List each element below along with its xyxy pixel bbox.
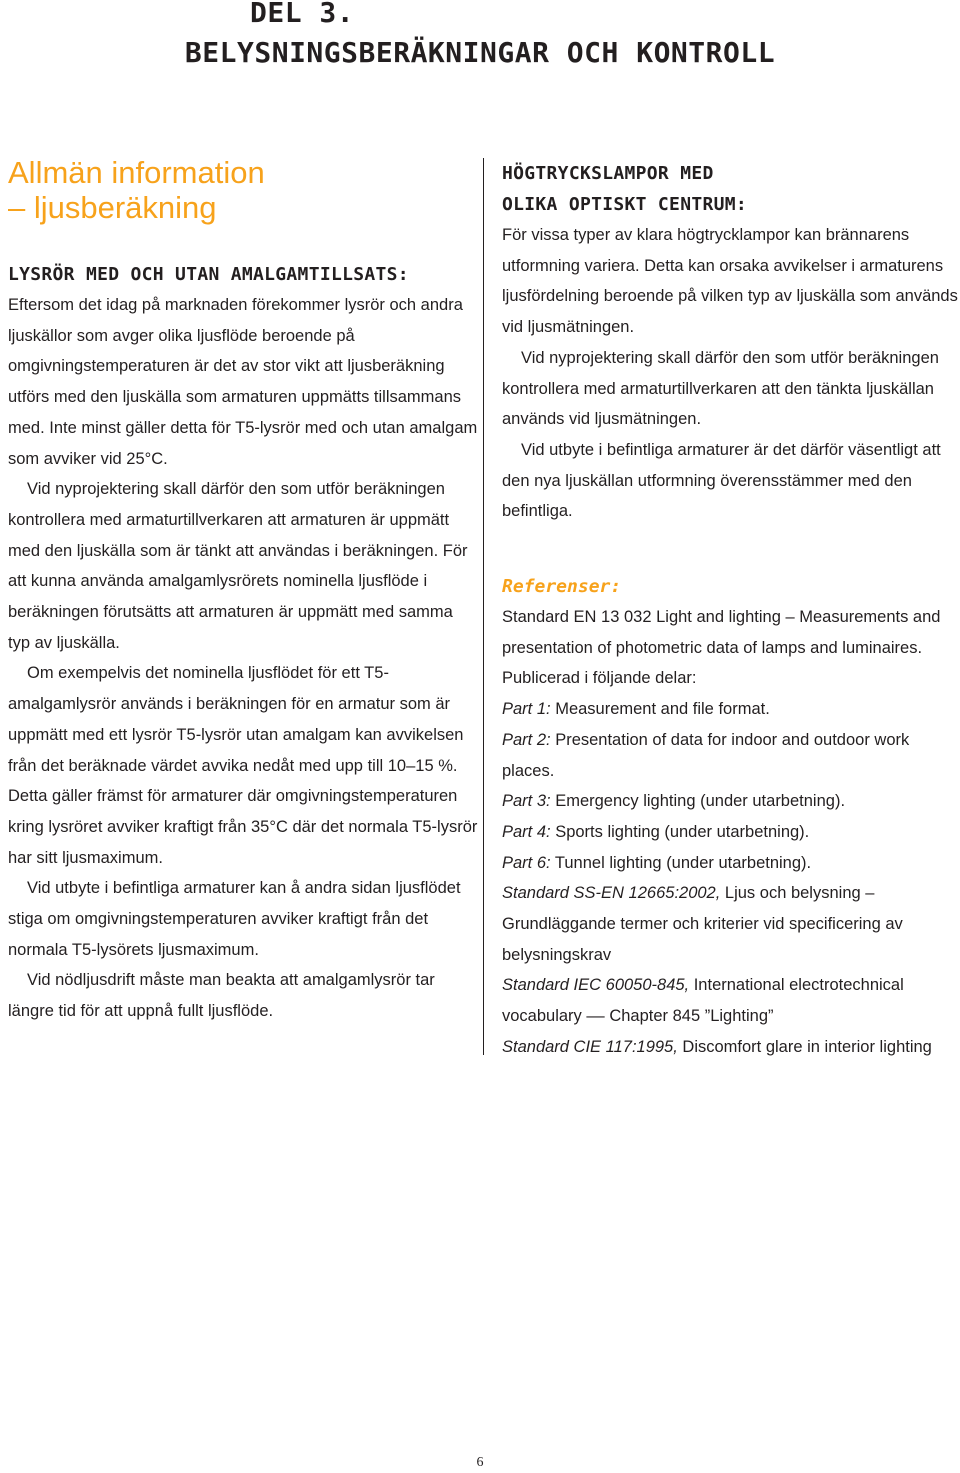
reference-part [502,817,960,848]
subheading-line-1: HÖGTRYCKSLAMPOR MED [502,163,714,184]
section-title [8,155,478,225]
paragraph: Vid utbyte i befintliga armaturer kan å andra sidan ljusflödet stiga om omgivningstemperaturen avviker kraftigt från det normala T5-lysörets ljusmaximum. [8,879,461,959]
reference-part [502,694,960,725]
part-label: Part 6: [502,853,551,872]
part-label: Part 2: [502,730,551,749]
page-number: 6 [476,1455,484,1470]
part-text: Sports lighting (under utarbetning). [550,822,810,841]
paragraph: Vid nyprojektering skall därför den som utför beräkningen kontrollera med armaturtillverkaren att den tänkta ljuskällan används vid ljusmätningen. [502,348,939,429]
column-divider [483,158,484,1055]
reference-standard [502,1032,960,1063]
standard-text: International electrotechnical vocabulary –– Chapter 845 ”Lighting” [502,976,904,1026]
part-label: Part 1: [502,700,551,719]
subheading-lysror: LYSRÖR MED OCH UTAN AMALGAMTILLSATS: [8,264,409,285]
reference-standard [502,970,960,1031]
references-intro: Standard EN 13 032 Light and lighting – Measurements and presentation of photometric data of lamps and luminaires. Publicerad i följande delar: [502,608,941,688]
part-text: Measurement and file format. [550,700,770,719]
subheading-hogtryck [502,158,960,220]
section-title-line-2: – ljusberäkning [8,190,217,225]
part-label: Part 4: [502,822,551,841]
part-label: Part 3: [502,792,551,811]
standard-label: Standard SS-EN 12665:2002, [502,884,721,903]
standard-text: Ljus och belysning – Grundläggande termer och kriterier vid specificering av belysningskrav [502,884,903,964]
reference-part [502,848,960,879]
part-label: DEL 3. [250,0,355,29]
standard-text: Discomfort glare in interior lighting [677,1037,932,1056]
part-text: Emergency lighting (under utarbetning). [550,792,846,811]
paragraph: Vid nödljusdrift måste man beakta att amalgamlysrör tar längre tid för att uppnå fullt ljusflöde. [8,971,435,1021]
part-text: Presentation of data for indoor and outdoor work places. [502,730,910,780]
reference-standard [502,878,960,970]
paragraph: Eftersom det idag på marknaden förekommer lysrör och andra ljuskällor som avger olika ljusflöde beroende på omgivningstemperaturen är det av stor vikt att ljusberäkning utförs med den ljuskälla som armaturen uppmätts tillsammans med. Inte minst gäller detta för T5-lysrör med och utan amalgam som avviker vid 25°C. [8,296,478,468]
right-column [502,158,960,1063]
standard-label: Standard CIE 117:1995, [502,1037,678,1056]
references-heading: Referenser: [502,576,622,598]
reference-part [502,725,960,786]
paragraph: Om exempelvis det nominella ljusflödet för ett T5-amalgamlysrör används i beräkningen för en armatur som är uppmätt med ett lysrör T5-lysrör utan amalgam kan avvikelsen från det beräknade värdet avvika nedåt med upp till 10–15 %. Detta gäller främst för armaturer där omgivningstemperaturen kring lysröret avviker kraftigt från 35°C där det normala T5-lysrör har sitt ljusmaximum. [8,664,478,867]
page-title: BELYSNINGSBERÄKNINGAR OCH KONTROLL [184,36,776,69]
paragraph: Vid nyprojektering skall därför den som utför beräkningen kontrollera med armaturtillverkaren att armaturen är uppmätt med den ljuskälla som är tänkt att användas i beräkningen. För att kunna använda amalgamlysrörets nominella ljusflöde i beräkningen förutsätts att armaturen är uppmätt med samma typ av ljuskälla. [8,480,468,652]
paragraph: För vissa typer av klara högtrycklampor kan brännarens utformning variera. Detta kan orsaka avvikelser i armaturens ljusfördelning beroende på vilken typ av ljuskälla som används vid ljusmätningen. [502,226,958,337]
paragraph: Vid utbyte i befintliga armaturer är det därför väsentligt att den nya ljuskällan utformning överensstämmer med den befintliga. [502,440,941,521]
standard-label: Standard IEC 60050-845, [502,976,690,995]
part-text: Tunnel lighting (under utarbetning). [550,853,812,872]
reference-part [502,786,960,817]
left-column [8,155,478,1027]
section-title-line-1: Allmän information [8,155,265,190]
subheading-line-2: OLIKA OPTISKT CENTRUM: [502,194,748,215]
